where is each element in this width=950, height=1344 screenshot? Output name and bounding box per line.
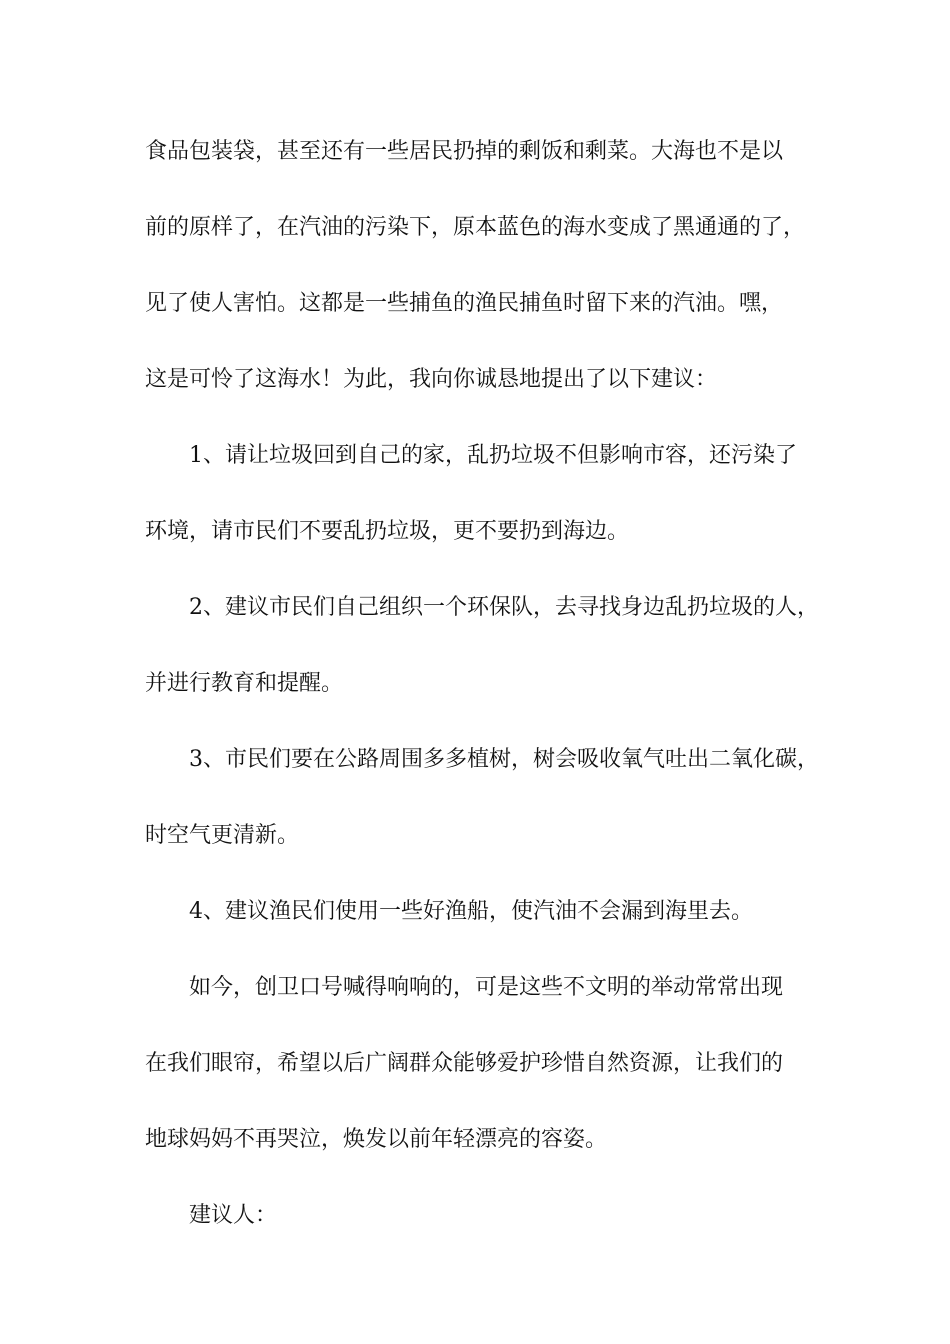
text-line-3: 见了使人害怕。这都是一些捕鱼的渔民捕鱼时留下来的汽油。嘿， [145, 291, 784, 316]
suggestion-3-line-1: 3、市民们要在公路周围多多植树，树会吸收氧气吐出二氧化碳， [189, 747, 819, 772]
suggestion-3-line-2: 时空气更清新。 [145, 823, 300, 848]
signature-label: 建议人： [189, 1203, 278, 1228]
text-line-2: 前的原样了，在汽油的污染下，原本蓝色的海水变成了黑通通的了， [145, 215, 806, 240]
suggestion-1-line-1: 1、请让垃圾回到自己的家，乱扔垃圾不但影响市容，还污染了 [189, 443, 797, 468]
suggestion-2-line-2: 并进行教育和提醒。 [145, 671, 344, 696]
suggestion-1-line-2: 环境，请市民们不要乱扔垃圾，更不要扔到海边。 [145, 519, 630, 544]
text-line-1: 食品包装袋，甚至还有一些居民扔掉的剩饭和剩菜。大海也不是以 [145, 139, 784, 164]
suggestion-2-line-1: 2、建议市民们自己组织一个环保队，去寻找身边乱扔垃圾的人， [189, 595, 819, 620]
suggestion-4-line-1: 4、建议渔民们使用一些好渔船，使汽油不会漏到海里去。 [189, 899, 753, 924]
text-line-4: 这是可怜了这海水！为此，我向你诚恳地提出了以下建议： [145, 367, 718, 392]
closing-line-1: 如今，创卫口号喊得响响的，可是这些不文明的举动常常出现 [189, 975, 784, 1000]
closing-line-2: 在我们眼帘，希望以后广阔群众能够爱护珍惜自然资源，让我们的 [145, 1051, 784, 1076]
closing-line-3: 地球妈妈不再哭泣，焕发以前年轻漂亮的容姿。 [145, 1127, 608, 1152]
